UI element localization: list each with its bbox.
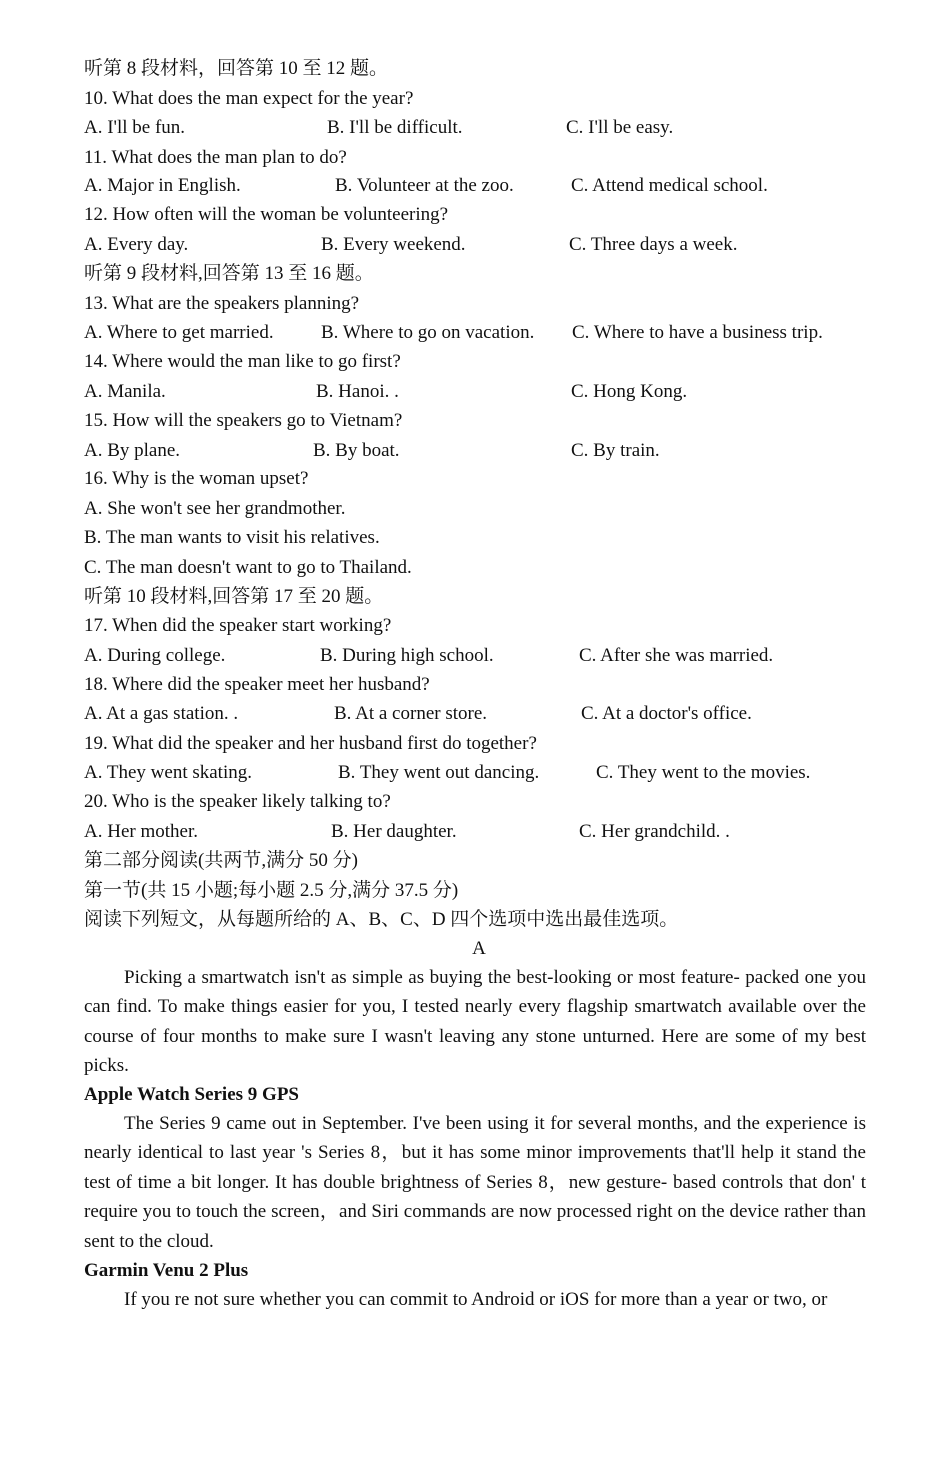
option-20-a: A. Her mother. <box>84 821 198 842</box>
question-16: 16. Why is the woman upset? <box>84 468 309 489</box>
option-10-b: B. I'll be difficult. <box>327 117 463 138</box>
question-13: 13. What are the speakers planning? <box>84 293 360 314</box>
option-20-c: C. Her grandchild. . <box>579 821 730 842</box>
option-14-b: B. Hanoi. . <box>316 381 399 402</box>
option-15-b: B. By boat. <box>313 440 400 461</box>
item1-text: The Series 9 came out in September. I've been using it for several months, and the experience is nearly identical to last year 's Series 8，but it has some minor improvements that'll help it stand the test of time a bit longer. It has double brightness of Series 8，new gesture- based controls that don' t require you to touch the screen，and Siri commands are now processed right on the device rather than sent to the cloud. <box>84 1113 866 1252</box>
option-13-b: B. Where to go on vacation. <box>321 322 535 343</box>
option-19-b: B. They went out dancing. <box>338 762 540 783</box>
option-11-c: C. Attend medical school. <box>571 175 768 196</box>
option-11-b: B. Volunteer at the zoo. <box>335 175 514 196</box>
item1-heading: Apple Watch Series 9 GPS <box>84 1084 299 1105</box>
option-10-a: A. I'll be fun. <box>84 117 186 138</box>
passage-intro: Picking a smartwatch isn't as simple as buying the best-looking or most feature- packed one you can find. To make things easier for you, I tested nearly every flagship smartwatch available over the course of four months to make sure I wasn't leaving any stone unturned. Here are some of my best picks. <box>84 967 866 1077</box>
item2-heading: Garmin Venu 2 Plus <box>84 1260 249 1281</box>
option-15-c: C. By train. <box>571 440 660 461</box>
option-16-b: B. The man wants to visit his relatives. <box>84 527 380 548</box>
item2-text: If you re not sure whether you can commit to Android or iOS for more than a year or two, or <box>124 1289 828 1310</box>
question-15: 15. How will the speakers go to Vietnam? <box>84 410 403 431</box>
option-15-a: A. By plane. <box>84 440 181 461</box>
question-17: 17. When did the speaker start working? <box>84 615 392 636</box>
question-12: 12. How often will the woman be volunteering? <box>84 204 449 225</box>
option-14-a: A. Manila. <box>84 381 166 402</box>
passage-label: A <box>472 938 486 959</box>
option-17-c: C. After she was married. <box>579 645 774 666</box>
question-18: 18. Where did the speaker meet her husband? <box>84 674 430 695</box>
question-20: 20. Who is the speaker likely talking to? <box>84 791 391 812</box>
instruction-group-2: 听第 9 段材料,回答第 13 至 16 题。 <box>84 263 374 284</box>
option-13-a: A. Where to get married. <box>84 322 274 343</box>
option-16-c: C. The man doesn't want to go to Thailand. <box>84 557 412 578</box>
option-16-a: A. She won't see her grandmother. <box>84 498 346 519</box>
option-17-a: A. During college. <box>84 645 226 666</box>
option-18-c: C. At a doctor's office. <box>581 703 752 724</box>
option-19-c: C. They went to the movies. <box>596 762 811 783</box>
question-19: 19. What did the speaker and her husband first do together? <box>84 733 537 754</box>
option-18-a: A. At a gas station. . <box>84 703 239 724</box>
part2-title: 第二部分阅读(共两节,满分 50 分) <box>84 850 358 871</box>
option-18-b: B. At a corner store. <box>334 703 488 724</box>
option-14-c: C. Hong Kong. <box>571 381 688 402</box>
option-12-b: B. Every weekend. <box>321 234 466 255</box>
option-12-c: C. Three days a week. <box>569 234 738 255</box>
question-11: 11. What does the man plan to do? <box>84 147 347 168</box>
option-13-c: C. Where to have a business trip. <box>572 322 823 343</box>
option-10-c: C. I'll be easy. <box>566 117 674 138</box>
option-17-b: B. During high school. <box>320 645 494 666</box>
question-10: 10. What does the man expect for the year? <box>84 88 414 109</box>
option-19-a: A. They went skating. <box>84 762 252 783</box>
instruction-group-3: 听第 10 段材料,回答第 17 至 20 题。 <box>84 586 384 607</box>
question-14: 14. Where would the man like to go first? <box>84 351 401 372</box>
option-11-a: A. Major in English. <box>84 175 241 196</box>
option-20-b: B. Her daughter. <box>331 821 457 842</box>
instruction-group-1: 听第 8 段材料，回答第 10 至 12 题。 <box>84 58 389 79</box>
part2-directions: 阅读下列短文，从每题所给的 A、B、C、D 四个选项中选出最佳选项。 <box>84 909 679 930</box>
option-12-a: A. Every day. <box>84 234 189 255</box>
part2-section1: 第一节(共 15 小题;每小题 2.5 分,满分 37.5 分) <box>84 880 459 901</box>
